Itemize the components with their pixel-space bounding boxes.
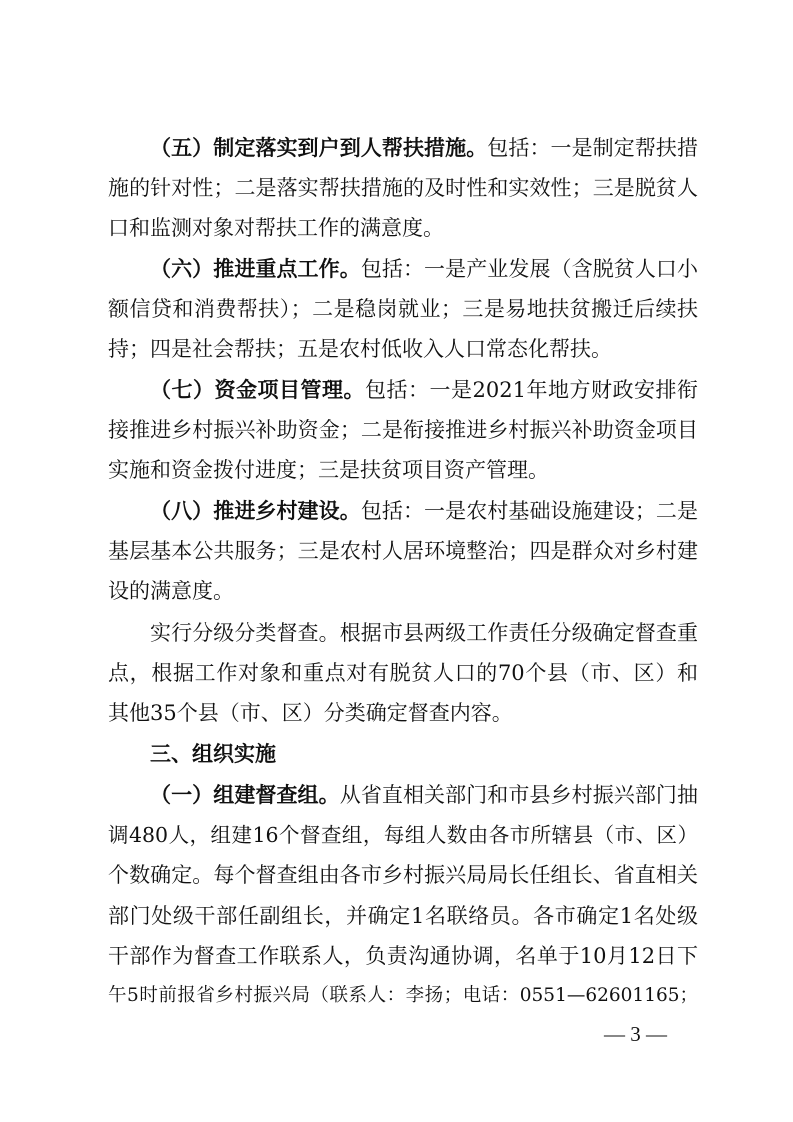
paragraph-10-line-5: 干部作为督查工作联系人，负责沟通协调，名单于10月12日下 <box>108 944 698 968</box>
paragraph-7-heading: （七）资金项目管理。 <box>150 378 366 402</box>
paragraph-10-text: 从省直相关部门和市县乡村振兴部门抽 <box>339 783 699 807</box>
paragraph-5-line-3: 口和监测对象对帮扶工作的满意度。 <box>108 216 444 240</box>
paragraph-5-text: 包括：一是制定帮扶措 <box>487 136 699 160</box>
paragraph-8-line-3: 设的满意度。 <box>108 579 234 603</box>
paragraph-7-line-3: 实施和资金拨付进度；三是扶贫项目资产管理。 <box>108 458 549 482</box>
section-heading: 三、组织实施 <box>150 742 276 766</box>
paragraph-6-line-3: 持；四是社会帮扶；五是农村低收入人口常态化帮扶。 <box>108 337 612 361</box>
paragraph-7-line-2: 接推进乡村振兴补助资金；二是衔接推进乡村振兴补助资金项目 <box>108 418 698 442</box>
paragraph-10-line-1 <box>150 778 698 812</box>
paragraph-9-line-1: 实行分级分类督查。根据市县两级工作责任分级确定督查重 <box>150 621 698 645</box>
paragraph-10-line-3: 个数确定。每个督查组由各市乡村振兴局局长任组长、省直相关 <box>108 863 698 887</box>
paragraph-7-line-1 <box>150 373 698 407</box>
paragraph-7-text: 包括：一是2021年地方财政安排衔 <box>365 378 698 402</box>
paragraph-8-line-2: 基层基本公共服务；三是农村人居环境整治；四是群众对乡村建 <box>108 539 698 563</box>
paragraph-10-line-4: 部门处级干部任副组长，并确定1名联络员。各市确定1名处级 <box>108 904 698 928</box>
paragraph-10-line-6: 午5时前报省乡村振兴局（联系人：李扬；电话：0551—62601165； <box>108 985 698 1006</box>
paragraph-6-line-1 <box>150 252 698 286</box>
paragraph-9-line-2: 点，根据工作对象和重点对有脱贫人口的70个县（市、区）和 <box>108 661 698 685</box>
paragraph-8-text: 包括：一是农村基础设施建设；二是 <box>360 499 699 523</box>
paragraph-8-line-1 <box>150 494 698 528</box>
paragraph-10-heading: （一）组建督查组。 <box>150 783 340 807</box>
paragraph-5-line-2: 施的针对性；二是落实帮扶措施的及时性和实效性；三是脱贫人 <box>108 176 698 200</box>
paragraph-9-line-3: 其他35个县（市、区）分类确定督查内容。 <box>108 701 513 725</box>
paragraph-6-heading: （六）推进重点工作。 <box>150 257 361 281</box>
paragraph-8-heading: （八）推进乡村建设。 <box>150 499 361 523</box>
paragraph-5-heading: （五）制定落实到户到人帮扶措施。 <box>150 136 488 160</box>
page-number: — 3 — <box>604 1022 667 1046</box>
paragraph-6-line-2: 额信贷和消费帮扶）；二是稳岗就业；三是易地扶贫搬迁后续扶 <box>108 297 698 321</box>
paragraph-10-line-2: 调480人，组建16个督查组，每组人数由各市所辖县（市、区） <box>108 823 698 847</box>
paragraph-5-line-1 <box>150 131 698 165</box>
paragraph-6-text: 包括：一是产业发展（含脱贫人口小 <box>360 257 699 281</box>
